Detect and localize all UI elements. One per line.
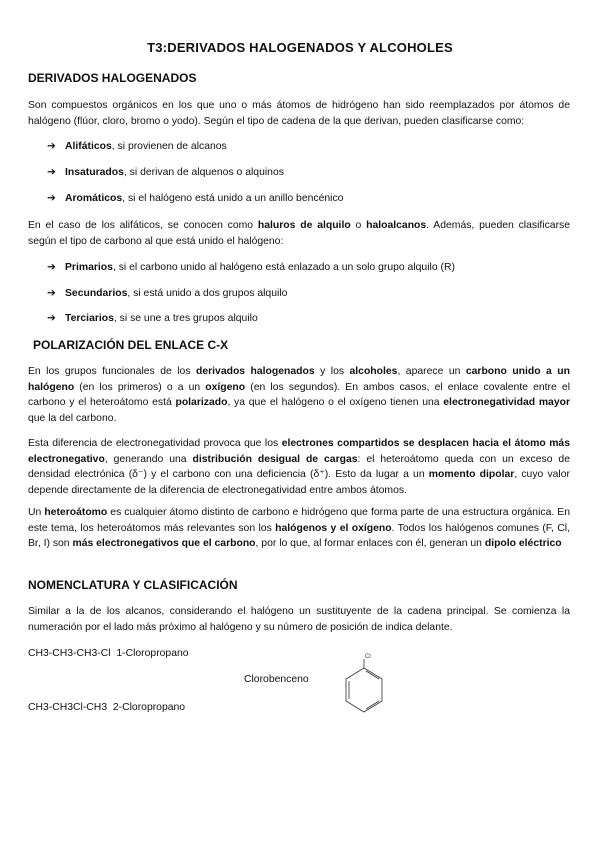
paragraph-heteroatomo <box>28 505 570 552</box>
formula: CH3-CH3-CH3-Cl <box>28 648 111 659</box>
item-desc: , si provienen de alcanos <box>111 141 227 152</box>
list-item-insaturados <box>47 166 284 180</box>
text-run: , ya que el halógeno o el oxígeno tienen una <box>227 397 444 409</box>
bold-run: haloalcanos <box>366 220 427 231</box>
heading-derivados-halogenados: DERIVADOS HALOGENADOS <box>28 71 197 85</box>
list-item-primarios <box>47 261 455 275</box>
text-run: En el caso de los alifáticos, se conocen como <box>28 220 258 231</box>
item-term: Terciarios <box>65 313 114 324</box>
text-run: que la del carbono. <box>28 412 117 424</box>
bold-run: distribución desigual de cargas <box>192 453 358 465</box>
bold-run: heteroátomo <box>44 507 108 518</box>
example-clorobenceno-label: Clorobenceno <box>244 674 309 685</box>
item-term: Aromáticos <box>65 193 123 204</box>
text-run: , aparece un <box>397 366 466 377</box>
text-run: (en los segundos). En ambos casos, el enlace covalente entre el carbono y el heteroátomo está <box>28 381 571 409</box>
paragraph-intro: Son compuestos orgánicos en los que uno o más átomos de hidrógeno han sido reemplazados por átomos de halógeno (flúor, cloro, bromo o yodo). Según el tipo de cadena de la que derivan, pueden clasificarse como: <box>28 100 570 127</box>
bold-run: haluros de alquilo <box>257 220 351 231</box>
item-desc: , si está unido a dos grupos alquilo <box>127 288 288 299</box>
arrow-icon: ➔ <box>47 288 56 299</box>
text-run: . Todos los halógenos comunes (F, Cl, Br, I) son <box>28 522 570 550</box>
list-item-secundarios <box>47 287 287 301</box>
bold-run: electrones compartidos se desplacen hacia el átomo más electronegativo <box>28 438 570 465</box>
bold-run: polarizado <box>175 397 228 409</box>
item-desc: , si se une a tres grupos alquilo <box>113 313 258 324</box>
compound-name: 2-Cloropropano <box>112 702 186 713</box>
bold-run: derivados halogenados <box>195 366 315 377</box>
chlorobenzene-structure <box>336 650 392 722</box>
item-term: Secundarios <box>65 288 128 299</box>
text-run: , cuyo valor depende directamente de la diferencia de electronegatividad entre ambos átomos. <box>28 469 570 496</box>
paragraph-nomenclatura: Similar a la de los alcanos, considerando el halógeno un sustituyente de la cadena principal. Se comienza la numeración por el lado más próximo al halógeno y su número de posición de indica delante. <box>28 606 570 633</box>
text-run: En los grupos funcionales de los <box>28 366 196 377</box>
text-run: , generando una <box>104 453 193 465</box>
heading-nomenclatura: NOMENCLATURA Y CLASIFICACIÓN <box>28 578 238 592</box>
list-item-terciarios <box>47 312 258 326</box>
bold-run: momento dipolar <box>428 469 515 481</box>
item-term: Insaturados <box>65 167 124 178</box>
item-term: Primarios <box>65 262 113 273</box>
arrow-icon: ➔ <box>47 313 56 324</box>
paragraph-polarizacion-1 <box>28 364 570 426</box>
item-desc: , si derivan de alquenos o alquinos <box>123 167 284 178</box>
arrow-icon: ➔ <box>47 167 56 178</box>
document-title: T3:DERIVADOS HALOGENADOS Y ALCOHOLES <box>147 40 453 55</box>
formula: CH3-CH3Cl-CH3 <box>28 702 108 713</box>
double-bond <box>366 671 379 679</box>
text-run: o <box>350 220 367 231</box>
bold-run: halógenos y el oxígeno <box>275 522 392 534</box>
bold-run: dipolo eléctrico <box>484 538 562 550</box>
text-run: (en los primeros) o a un <box>74 381 206 393</box>
text-run: Un <box>28 507 45 518</box>
text-run: : el heteroátomo queda con un exceso de densidad electrónica (δ⁻) y el carbono con una deficiencia (δ⁺). Esto da lugar a un <box>28 453 570 481</box>
list-item-alifaticos <box>47 140 227 154</box>
list-item-aromaticos <box>47 192 343 206</box>
benzene-ring <box>346 668 382 712</box>
arrow-icon: ➔ <box>47 141 56 152</box>
paragraph-alifaticos <box>28 218 570 249</box>
double-bond <box>366 701 379 709</box>
example-1-cloropropano <box>28 648 189 659</box>
compound-name: 1-Cloropropano <box>116 648 189 659</box>
bold-run: más electronegativos que el carbono <box>72 538 256 550</box>
item-desc: , si el carbono unido al halógeno está enlazado a un solo grupo alquilo (R) <box>112 262 455 273</box>
bold-run: carbono unido a un halógeno <box>28 366 571 393</box>
text-run: Esta diferencia de electronegatividad provoca que los <box>28 438 282 449</box>
text-run: , por lo que, al formar enlaces con él, generan un <box>255 538 485 550</box>
chlorine-label: Cl <box>365 654 371 660</box>
bold-run: oxígeno <box>205 381 246 393</box>
bold-run: alcoholes <box>349 366 398 377</box>
example-2-cloropropano <box>28 702 185 713</box>
arrow-icon: ➔ <box>47 193 56 204</box>
item-term: Alifáticos <box>65 141 112 152</box>
text-run: es cualquier átomo distinto de carbono e hidrógeno que forma parte de una estructura orgánica. En este tema, los heteroátomos más relevantes son los <box>28 507 570 534</box>
text-run: . Además, pueden clasificarse según el tipo de carbono al que está unido el halógeno: <box>28 220 570 247</box>
item-desc: , si el halógeno está unido a un anillo bencénico <box>122 193 344 204</box>
paragraph-polarizacion-2 <box>28 436 570 498</box>
heading-polarizacion: POLARIZACIÓN DEL ENLACE C-X <box>33 338 229 352</box>
text-run: y los <box>314 366 350 377</box>
bold-run: electronegatividad mayor <box>443 397 571 409</box>
arrow-icon: ➔ <box>47 262 56 273</box>
